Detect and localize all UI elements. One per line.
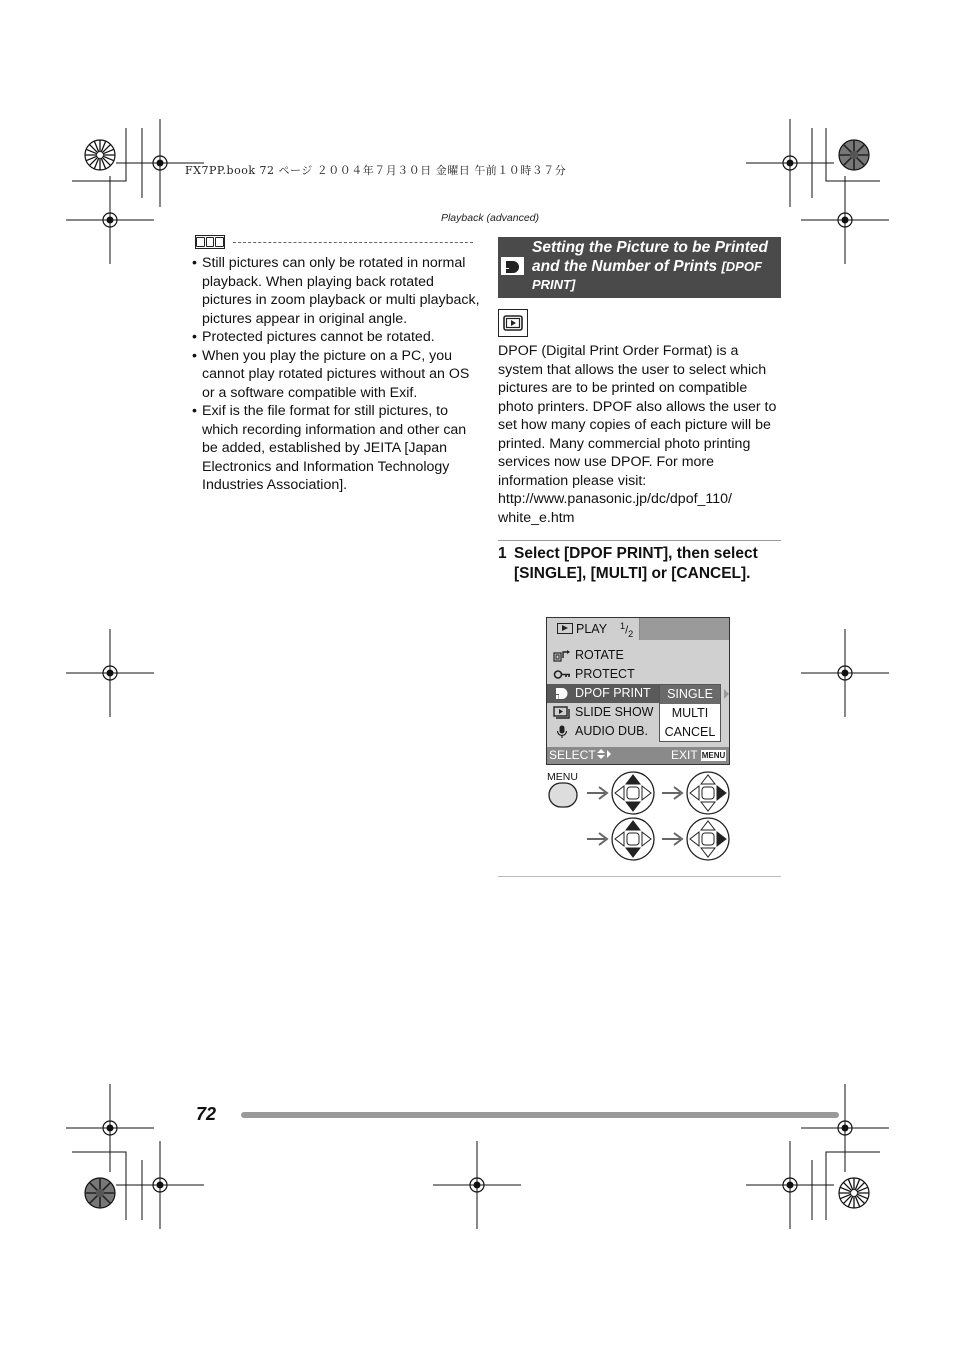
lcd-tab-play — [547, 618, 640, 640]
rotate-icon — [553, 649, 571, 662]
lcd-item-label: SLIDE SHOW — [575, 705, 654, 719]
lcd-menu-screen — [546, 617, 730, 765]
page-num: 1 — [620, 621, 626, 631]
lcd-tab-label: PLAY — [576, 622, 608, 636]
section-label: Playback (advanced) — [440, 212, 540, 224]
section-title-suffix: [DPOF PRINT] — [532, 258, 762, 292]
button-sequence-diagram — [540, 765, 740, 865]
lcd-item-protect — [547, 665, 661, 684]
dpad-up-down-icon — [612, 818, 654, 860]
slideshow-icon — [553, 706, 571, 719]
note-pad-icon — [195, 235, 225, 249]
lcd-item-label: PROTECT — [575, 667, 635, 681]
submenu-option-cancel: CANCEL — [664, 725, 716, 739]
play-icon — [557, 623, 573, 634]
note-item: • Still pictures can only be rotated in normal playback. When playing back rotated pictures in zoom playback or multi playback, pictures appear in original angle. — [191, 254, 483, 328]
note-header — [195, 235, 475, 251]
page-number: 72 — [196, 1104, 217, 1124]
dpof-url-line2: white_e.htm — [498, 509, 575, 526]
submenu-option-multi: MULTI — [671, 706, 709, 720]
dashed-divider — [233, 242, 473, 243]
dpof-description-text: DPOF (Digital Print Order Format) is a system that allows the user to select which pictures are to be printed on compatible photo printers. DPOF also allows the user to set how many copies of each picture will be printed. Many commercial photo printing services now use DPOF. For more information please visit: — [498, 343, 777, 489]
dpof-url-line1: http://www.panasonic.jp/dc/dpof_110/ — [498, 491, 732, 507]
notes-list — [191, 254, 483, 495]
lcd-page-indicator: $^1/_2$ — [620, 621, 634, 639]
select-label: SELECT — [549, 748, 596, 762]
lcd-item-label: AUDIO DUB. — [575, 724, 648, 738]
divider — [498, 876, 781, 877]
dpof-icon — [553, 687, 571, 700]
dpof-print-icon — [501, 257, 524, 275]
page-footer-bar — [241, 1112, 839, 1118]
lcd-exit-label: EXIT — [671, 748, 698, 762]
submenu-option-single: SINGLE — [660, 685, 720, 704]
section-title-bar — [498, 237, 781, 298]
lcd-item-slide-show — [547, 703, 661, 722]
lcd-item-dpof-print — [547, 684, 659, 703]
submenu-right-arrow-icon — [724, 689, 729, 699]
note-item: • Exif is the file format for still pictures, to which recording information and other can be added, established by JEITA [Japan Electronics and Information Technology Industries Association]. — [191, 402, 483, 495]
menu-button-icon — [549, 783, 577, 807]
section-title-main: Setting the Picture to be Printed and the Number of Prints — [532, 239, 768, 275]
note-item: • Protected pictures cannot be rotated. — [191, 328, 483, 347]
dpof-description — [498, 342, 782, 527]
lcd-item-rotate — [547, 646, 661, 665]
step-number: 1 — [498, 545, 507, 562]
note-item: • When you play the picture on a PC, you cannot play rotated pictures without an OS or a software compatible with Exif. — [191, 347, 483, 403]
section-title — [532, 239, 777, 295]
lcd-select-hint — [549, 748, 612, 762]
divider — [498, 540, 781, 541]
dpad-up-down-icon — [612, 772, 654, 814]
dpad-right-icon — [687, 772, 729, 814]
lcd-bottom-bar — [547, 747, 729, 764]
lcd-submenu — [659, 684, 721, 742]
dpad-right-icon — [687, 818, 729, 860]
page-den: 2 — [628, 628, 634, 639]
lcd-item-label: ROTATE — [575, 648, 624, 662]
lcd-tab-bar — [547, 618, 729, 640]
select-arrows-icon — [596, 748, 612, 760]
menu-button-label: MENU — [547, 771, 578, 783]
print-info-line: FX7PP.book 72 ページ ２００４年７月３０日 金曜日 午前１０時３７分 — [185, 164, 567, 177]
playback-mode-icon — [498, 309, 528, 337]
lcd-item-audio-dub — [547, 722, 661, 741]
step-text: Select [DPOF PRINT], then select [SINGLE], [MULTI] or [CANCEL]. — [514, 545, 758, 582]
menu-chip: MENU — [701, 751, 726, 760]
key-icon — [553, 668, 571, 681]
microphone-icon — [553, 725, 571, 738]
lcd-item-label: DPOF PRINT — [575, 686, 651, 700]
